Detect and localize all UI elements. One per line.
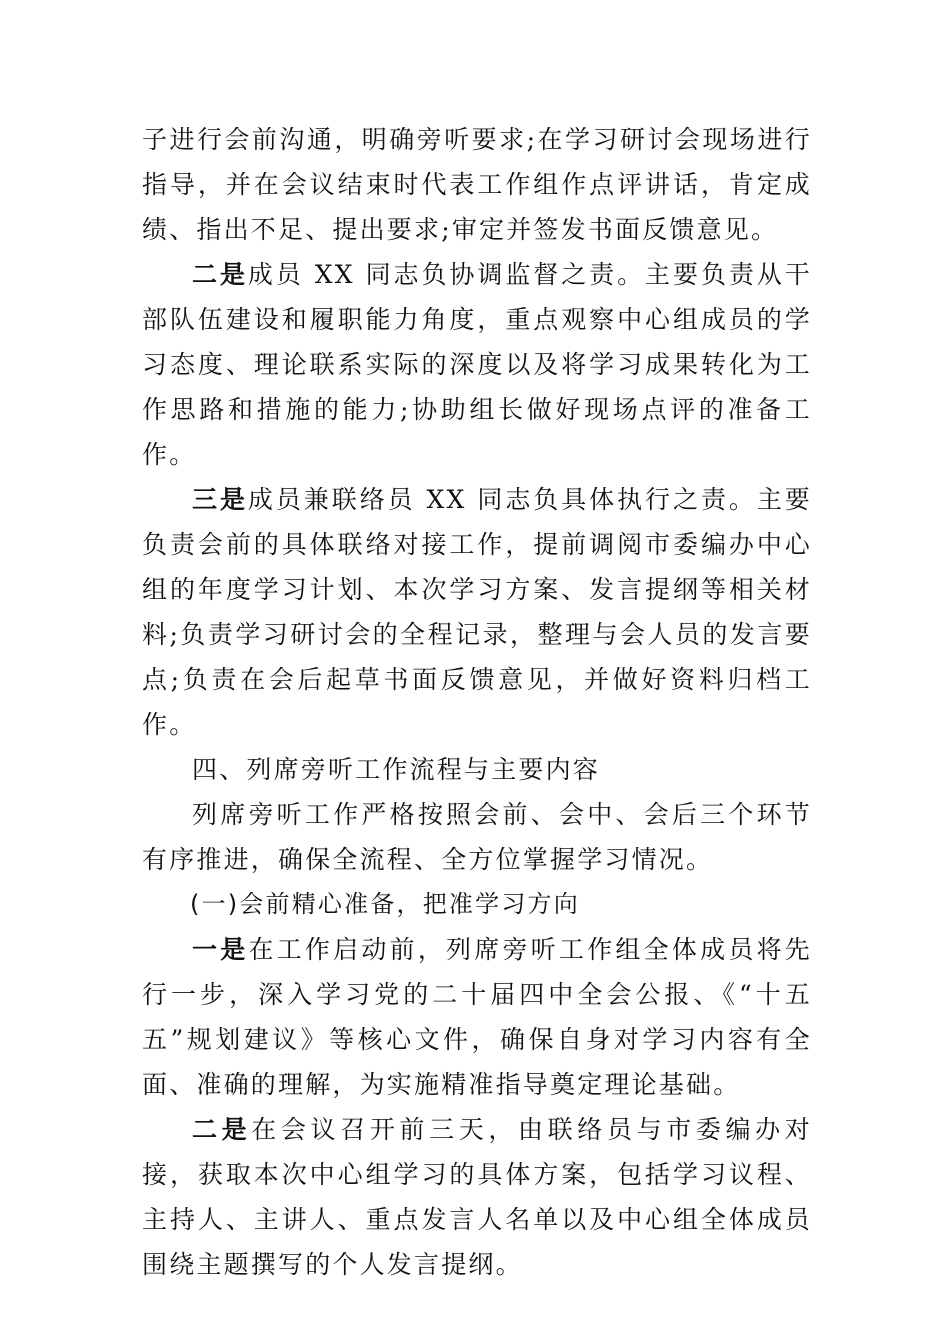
paragraph-intro: 列席旁听工作严格按照会前、会中、会后三个环节有序推进，确保全流程、全方位掌握学习情况。 <box>142 800 812 874</box>
lead-label: 三是 <box>192 485 248 514</box>
section-heading-four: 四、列席旁听工作流程与主要内容 <box>192 755 601 784</box>
lead-label: 一是 <box>192 935 249 964</box>
lead-label: 二是 <box>192 1115 252 1144</box>
paragraph-continuation: 子进行会前沟通，明确旁听要求;在学习研讨会现场进行指导，并在会议结束时代表工作组作点评讲话，肯定成绩、指出不足、提出要求;审定并签发书面反馈意见。 <box>142 125 812 244</box>
paragraph-text: 在工作启动前，列席旁听工作组全体成员将先行一步，深入学习党的二十届四中全会公报、《“十五五”规划建议》等核心文件，确保自身对学习内容有全面、准确的理解，为实施精准指导奠定理论基础。 <box>142 935 812 1099</box>
paragraph-member-3 <box>142 477 812 747</box>
subheading-one: (一)会前精心准备，把准学习方向 <box>190 890 580 918</box>
document-body <box>142 117 812 1287</box>
paragraph-text: 在会议召开前三天，由联络员与市委编办对接，获取本次中心组学习的具体方案，包括学习议程、主持人、主讲人、重点发言人名单以及中心组全体成员围绕主题撰写的个人发言提纲。 <box>142 1115 812 1279</box>
lead-label: 二是 <box>192 260 248 289</box>
paragraph-member-2 <box>142 252 812 477</box>
paragraph-step-2 <box>142 1107 812 1287</box>
paragraph-text: 成员 XX 同志负协调监督之责。主要负责从干部队伍建设和履职能力角度，重点观察中心组成员的学习态度、理论联系实际的深度以及将学习成果转化为工作思路和措施的能力;协助组长做好现场点评的准备工作。 <box>142 260 812 469</box>
paragraph-step-1 <box>142 927 812 1107</box>
paragraph-text: 成员兼联络员 XX 同志负具体执行之责。主要负责会前的具体联络对接工作，提前调阅市委编办中心组的年度学习计划、本次学习方案、发言提纲等相关材料;负责学习研讨会的全程记录，整理与会人员的发言要点;负责在会后起草书面反馈意见，并做好资料归档工作。 <box>142 485 812 739</box>
